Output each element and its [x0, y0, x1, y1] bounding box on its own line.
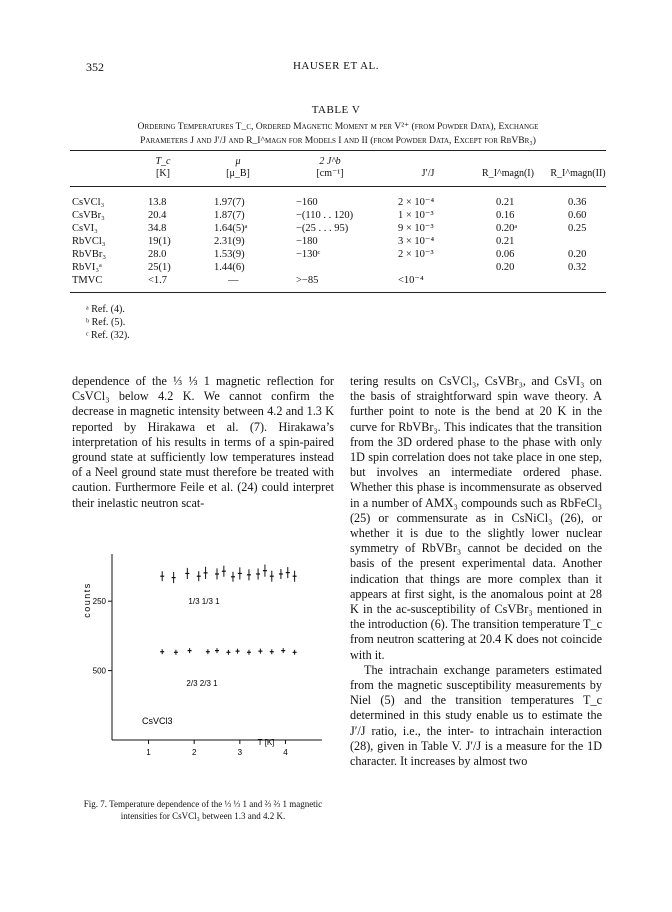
cell-2j: −180	[296, 236, 318, 247]
cell-2j: −(110 . . 120)	[296, 210, 354, 221]
cell-tc: 25(1)	[148, 262, 171, 273]
cell-compound: RbVCl₃	[72, 236, 106, 247]
cell-r1: 0.06	[496, 249, 515, 260]
col-header-jj: J′/J	[421, 168, 435, 179]
table-bottom-rule	[70, 292, 606, 293]
y-tick-label: 250	[92, 597, 106, 607]
right-column-text	[350, 374, 602, 769]
cell-jj: 3 × 10⁻⁴	[398, 236, 435, 247]
y-tick-label: 500	[92, 666, 106, 676]
table-top-rule	[70, 150, 606, 151]
cell-jj: 1 × 10⁻³	[398, 210, 434, 221]
col-header-bottom: [cm⁻¹]	[316, 168, 344, 179]
x-tick-label: 3	[237, 748, 243, 757]
paragraph: tering results on CsVCl₃, CsVBr₃, and CsVI₃ on the basis of straightforward spin wave theory. A further point to note is the bend at 20 K in the curve for RbVBr₃. This indicates that the transition from the 3D ordered phase to the phase with only 1D spin correlation does not take place in one step, but involves an intermediate ordered phase. Whether this phase is incommensurate as observed in a number of AMX₃ compounds such as RbFeCl₃ (25) or commensurate as in CsNiCl₃ (26), or whether it is due to the slightly lower nuclear symmetry of RbVBr₃ cannot be decided on the basis of the present experimental data. Another indication that things are more complex than it appears at first sight, is the anomalous point at 28 K in the ac-susceptibility of CsVBr₃ mentioned in the introduction (6). The transition temperature T_c from neutron scattering at 20.4 K does not coincide with it.	[350, 374, 602, 662]
cell-tc: <1.7	[148, 275, 168, 286]
cell-r1: 0.20ᵃ	[496, 223, 518, 234]
cell-r2: 0.36	[568, 197, 587, 208]
cell-mu: 1.64(5)ᵃ	[214, 223, 248, 234]
cell-jj: <10⁻⁴	[398, 275, 424, 286]
cell-tc: 13.8	[148, 197, 167, 208]
cell-compound: RbVI₃ᵃ	[72, 262, 102, 273]
cell-r1: 0.21	[496, 197, 515, 208]
col-header-bottom: [K]	[156, 168, 170, 179]
cell-mu: 1.44(6)	[214, 262, 245, 273]
footnote: ᶜ Ref. (32).	[86, 330, 130, 341]
cell-compound: CsVCl₃	[72, 197, 105, 208]
cell-2j: −130ᶜ	[296, 249, 321, 260]
chart-marks	[160, 565, 296, 655]
footnote: ᵇ Ref. (5).	[86, 317, 126, 328]
cell-jj: 2 × 10⁻⁴	[398, 197, 435, 208]
table-header-rule	[70, 186, 606, 187]
footnote: ᵃ Ref. (4).	[86, 304, 125, 315]
series-label-1: 1/3 1/3 1	[188, 597, 220, 606]
figure-7-chart	[72, 540, 334, 795]
cell-mu: —	[228, 275, 239, 286]
table-caption	[68, 120, 608, 148]
running-head: HAUSER ET AL.	[292, 60, 380, 72]
paragraph: The intrachain exchange parameters estimated from the magnetic susceptibility measurements by Niel (5) and the transition temperatures T_c determined in this study enable us to estimate the J′/J ratio, i.e., the inter- to intrachain interaction (28), given in Table V. J′/J is a measure for the 1D character. It increases by almost two	[350, 662, 602, 769]
chart-axes	[112, 554, 322, 740]
cell-r1: 0.21	[496, 236, 515, 247]
col-header-2j	[290, 156, 370, 180]
y-axis-label: counts	[82, 582, 92, 618]
cell-compound: CsVBr₃	[72, 210, 105, 221]
cell-jj: 2 × 10⁻³	[398, 249, 434, 260]
cell-compound: TMVC	[72, 275, 103, 286]
cell-tc: 28.0	[148, 249, 167, 260]
sample-label: CsVCl3	[142, 716, 173, 726]
table-label: TABLE V	[311, 104, 361, 116]
cell-r2: 0.32	[568, 262, 587, 273]
x-tick-label: 1	[146, 748, 151, 757]
cell-compound: RbVBr₃	[72, 249, 106, 260]
x-tick-label: 2	[191, 748, 197, 757]
cell-r2: 0.20	[568, 249, 587, 260]
col-header-top: μ	[235, 156, 241, 167]
cell-mu: 2.31(9)	[214, 236, 245, 247]
chart-ticks	[93, 597, 289, 757]
col-header-bottom: [μ_B]	[226, 168, 250, 179]
cell-tc: 19(1)	[148, 236, 171, 247]
x-tick-label: 4	[283, 748, 288, 757]
col-header-tc	[138, 156, 188, 180]
cell-r1: 0.20	[496, 262, 515, 273]
cell-2j: −160	[296, 197, 318, 208]
cell-compound: CsVI₃	[72, 223, 98, 234]
paragraph: dependence of the ⅓ ⅓ 1 magnetic reflection for CsVCl₃ below 4.2 K. We cannot confirm the decrease in magnetic intensity between 4.2 and 1.3 K reported by Hirakawa et al. (7). Hirakawa’s interpretation of his results in terms of a spin-paired ground state at sufficiently low temperatures instead of a Neel ground state must therefore be treated with caution. Furthermore Feile et al. (24) could interpret their inelastic neutron scat-	[72, 374, 334, 510]
cell-mu: 1.87(7)	[214, 210, 245, 221]
cell-r1: 0.16	[496, 210, 515, 221]
figure-caption: Fig. 7. Temperature dependence of the ⅓ ⅓ 1 and ⅔ ⅔ 1 magnetic intensities for CsVCl₃ between 1.3 and 4.2 K.	[83, 799, 323, 821]
col-header-mu	[208, 156, 268, 180]
cell-mu: 1.53(9)	[214, 249, 245, 260]
col-header-r2: R_I^magn(II)	[550, 168, 606, 179]
page-number: 352	[86, 60, 104, 74]
cell-tc: 20.4	[148, 210, 167, 221]
cell-mu: 1.97(7)	[214, 197, 245, 208]
cell-jj: 9 × 10⁻³	[398, 223, 434, 234]
x-axis-label: T [K]	[257, 738, 275, 747]
cell-2j: >−85	[296, 275, 319, 286]
table-caption-line-1: Ordering Temperatures T_c, Ordered Magnetic Moment μ per V²⁺ (from Powder Data), Exchange	[137, 121, 539, 132]
cell-r2: 0.60	[568, 210, 587, 221]
cell-tc: 34.8	[148, 223, 167, 234]
cell-r2: 0.25	[568, 223, 587, 234]
col-header-top: 2 J^b	[319, 156, 341, 167]
col-header-top: T_c	[155, 156, 171, 167]
col-header-r1: R_I^magn(I)	[482, 168, 534, 179]
table-caption-line-2: Parameters J and J′/J and R_I^magn for Models I and II (from Powder Data, Except for RbVBr₃)	[140, 135, 536, 146]
cell-2j: −(25 . . . 95)	[296, 223, 349, 234]
series-label-2: 2/3 2/3 1	[186, 679, 218, 688]
left-column-text	[72, 374, 334, 511]
